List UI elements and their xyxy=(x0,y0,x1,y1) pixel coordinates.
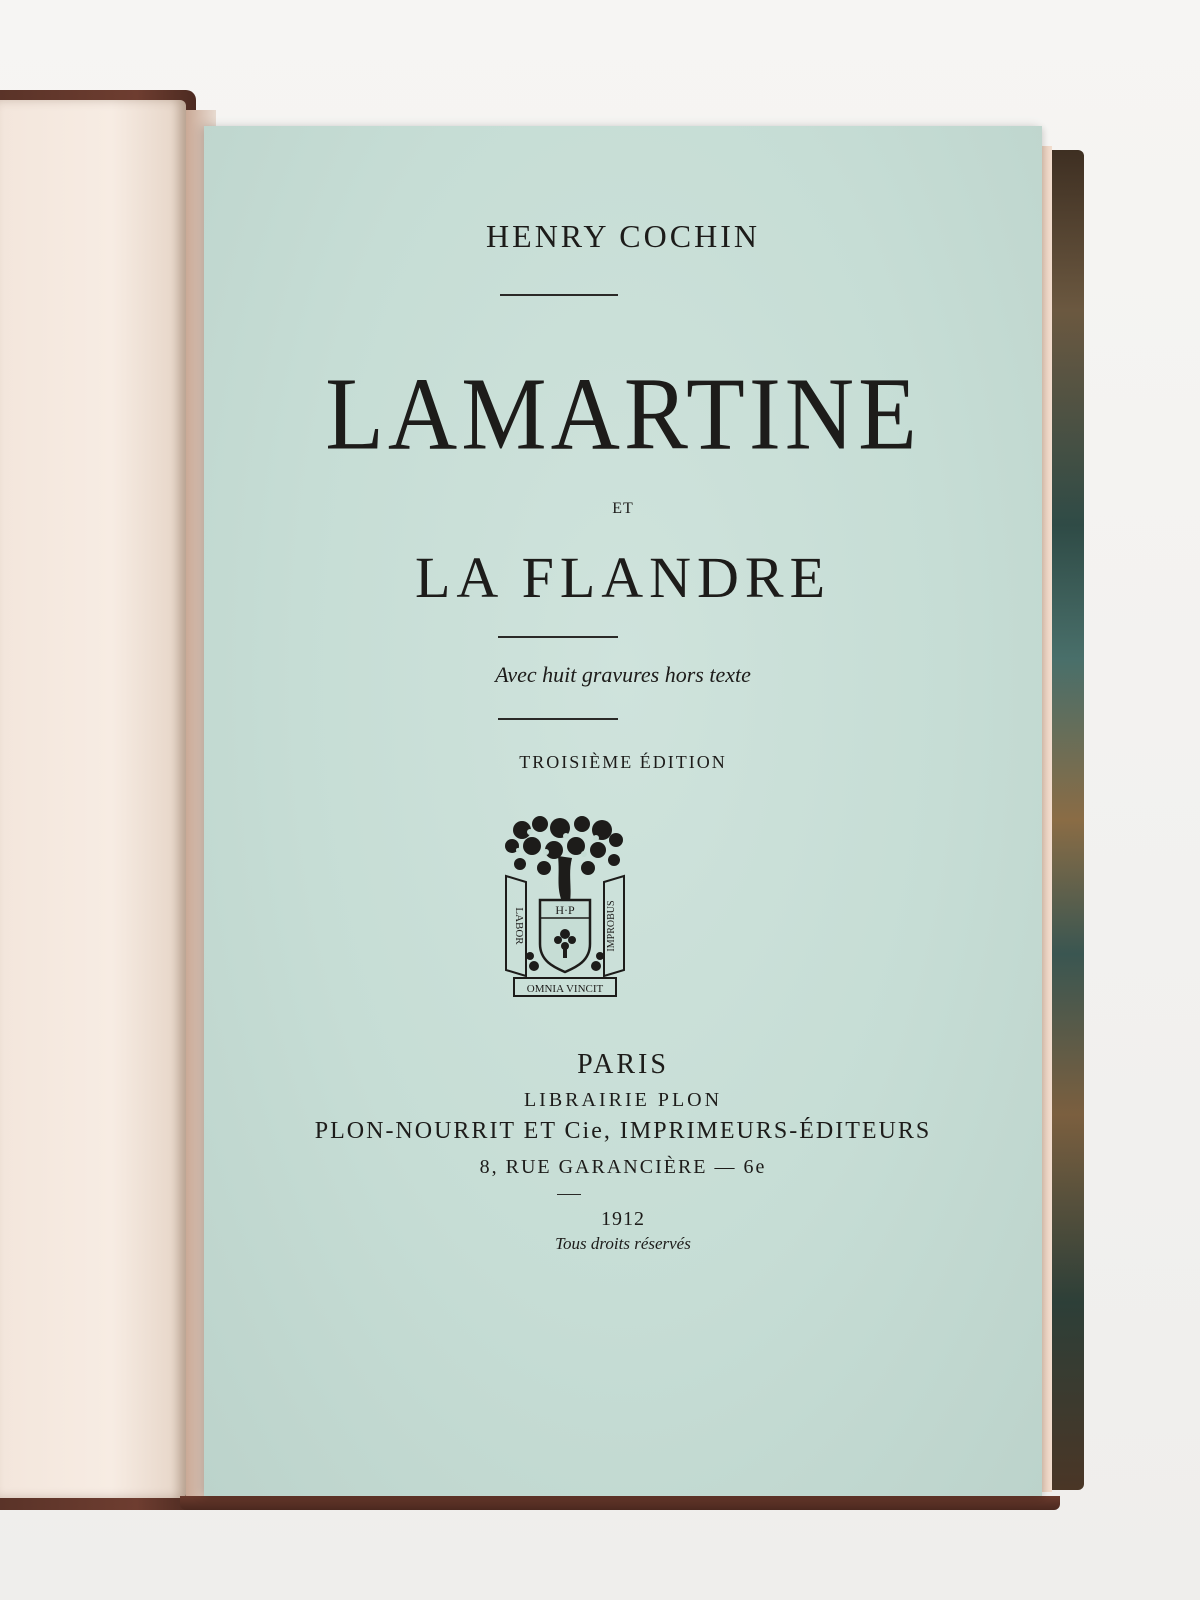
printer-mark-emblem xyxy=(500,816,630,1002)
motto-bottom: OMNIA VINCIT xyxy=(526,983,604,995)
monogram: H·P xyxy=(555,903,575,917)
left-endpaper xyxy=(0,100,186,1498)
title-connector: ET xyxy=(612,500,634,517)
title-page xyxy=(204,126,1042,1496)
motto-left: LABOR xyxy=(513,907,525,945)
publisher-name: LIBRAIRIE PLON xyxy=(523,1089,723,1111)
marbled-page-edge xyxy=(1048,150,1084,1490)
imprint-line: PLON-NOURRIT ET Cie, IMPRIMEURS-ÉDITEURS xyxy=(314,1118,932,1144)
author-name: HENRY COCHIN xyxy=(486,218,760,254)
publication-year: 1912 xyxy=(601,1208,645,1230)
divider-rule xyxy=(498,718,618,720)
bottom-cover-edge xyxy=(180,1496,1060,1510)
book-title-line2: LA FLANDRE xyxy=(414,545,832,610)
rights-notice: Tous droits réservés xyxy=(555,1234,691,1253)
motto-right: IMPROBUS xyxy=(606,900,617,952)
short-rule xyxy=(557,1194,581,1195)
edition-label: TROISIÈME ÉDITION xyxy=(519,752,727,772)
divider-rule xyxy=(498,636,618,638)
divider-rule xyxy=(500,294,618,296)
publisher-address: 8, RUE GARANCIÈRE — 6e xyxy=(479,1156,767,1178)
publication-city: PARIS xyxy=(577,1049,669,1080)
subtitle: Avec huit gravures hors texte xyxy=(495,662,751,687)
book-title-line1: LAMARTINE xyxy=(325,355,921,472)
